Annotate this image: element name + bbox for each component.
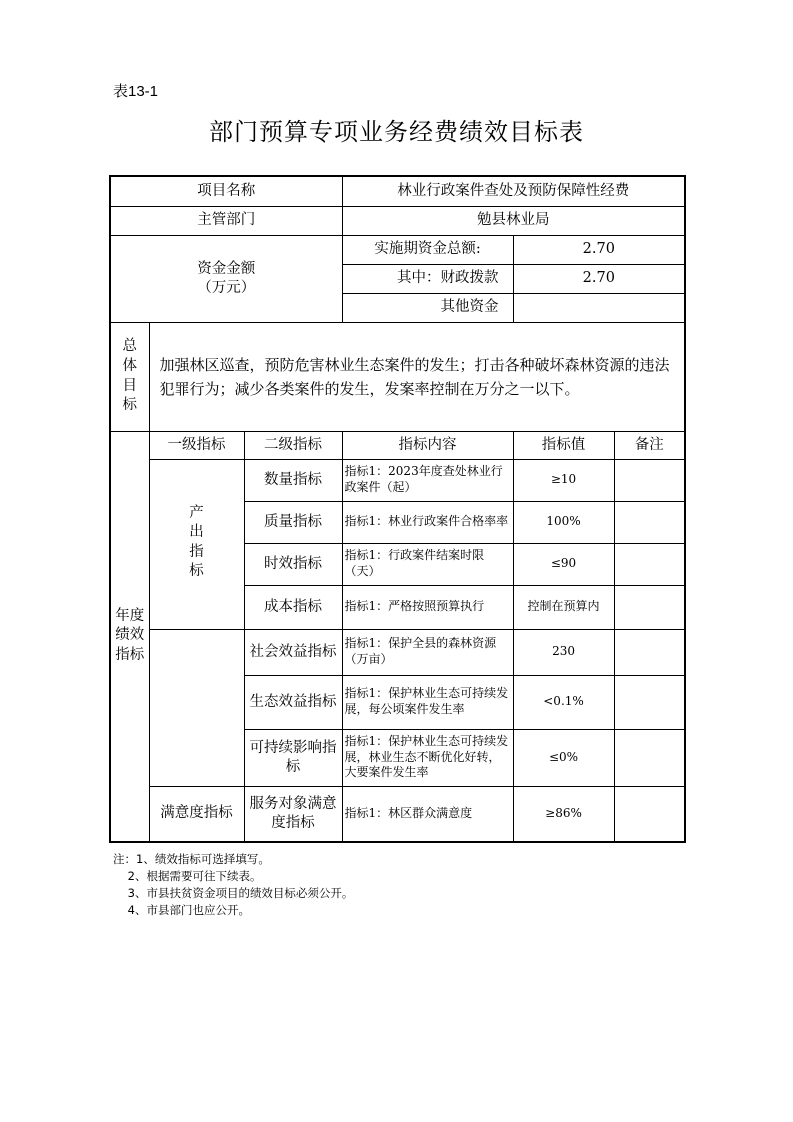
content-cell: 指标1：严格按照预算执行	[342, 585, 513, 629]
value-cell: ≥10	[513, 459, 614, 501]
note-line: 4、市县部门也应公开。	[113, 903, 250, 917]
overall-goal-label	[110, 322, 149, 431]
fiscal-funds-value: 2.70	[513, 264, 685, 293]
header-level2: 二级指标	[244, 431, 342, 459]
header-level1: 一级指标	[149, 431, 244, 459]
content-cell: 指标1：保护全县的森林资源（万亩）	[342, 629, 513, 675]
content-cell: 指标1：林区群众满意度	[342, 786, 513, 842]
page-title: 部门预算专项业务经费绩效目标表	[209, 118, 584, 146]
table-code: 表13-1	[113, 83, 159, 100]
project-name-label: 项目名称	[110, 176, 342, 206]
content-cell: 指标1：林业行政案件合格率率	[342, 501, 513, 543]
total-funds-value: 2.70	[513, 235, 685, 264]
funds-label	[110, 235, 342, 322]
level2-cell: 成本指标	[244, 585, 342, 629]
overall-label-char: 目	[122, 377, 137, 394]
other-funds-label: 其他资金	[342, 293, 513, 322]
satisfaction-indicator-label: 满意度指标	[149, 786, 244, 842]
department-value: 勉县林业局	[342, 206, 685, 235]
note-line: 2、根据需要可往下续表。	[113, 869, 262, 883]
level2-cell: 可持续影响指标	[244, 729, 342, 786]
department-label: 主管部门	[110, 206, 342, 235]
overall-label-char: 体	[122, 357, 137, 374]
content-cell: 指标1：保护林业生态可持续发展，每公顷案件发生率	[342, 675, 513, 729]
value-cell: 100%	[513, 501, 614, 543]
overall-goal-text: 加强林区巡查，预防危害林业生态案件的发生；打击各种破坏森林资源的违法犯罪行为；减少各类案件的发生，发案率控制在万分之一以下。	[149, 322, 685, 431]
output-indicator-label	[149, 459, 244, 629]
remark-cell	[614, 675, 685, 729]
note-line: 注：1、绩效指标可选择填写。	[113, 852, 270, 866]
output-label-char: 指	[189, 543, 204, 560]
overall-label-char: 标	[122, 397, 137, 414]
content-cell: 指标1：2023年度查处林业行政案件（起）	[342, 459, 513, 501]
overall-label-char: 总	[122, 338, 137, 355]
remark-cell	[614, 629, 685, 675]
effect-indicator-label	[149, 629, 244, 786]
value-cell: <0.1%	[513, 675, 614, 729]
header-remark: 备注	[614, 431, 685, 459]
level2-cell: 社会效益指标	[244, 629, 342, 675]
project-name-value: 林业行政案件查处及预防保障性经费	[342, 176, 685, 206]
note-line: 3、市县扶贫资金项目的绩效目标必须公开。	[113, 886, 354, 900]
level2-cell: 时效指标	[244, 543, 342, 585]
header-content: 指标内容	[342, 431, 513, 459]
output-label-char: 出	[189, 524, 204, 541]
remark-cell	[614, 543, 685, 585]
remark-cell	[614, 501, 685, 543]
content-cell: 指标1：行政案件结案时限（天）	[342, 543, 513, 585]
header-value: 指标值	[513, 431, 614, 459]
funds-label-line1: 资金金额	[197, 260, 256, 277]
notes	[113, 851, 353, 919]
value-cell: ≤0%	[513, 729, 614, 786]
annual-label-part: 指标	[115, 647, 145, 664]
level2-cell: 生态效益指标	[244, 675, 342, 729]
level2-cell: 服务对象满意度指标	[244, 786, 342, 842]
output-label-char: 标	[189, 563, 204, 580]
total-funds-label: 实施期资金总额:	[342, 235, 513, 264]
content-cell: 指标1：保护林业生态可持续发展，林业生态不断优化好转，大要案件发生率	[342, 729, 513, 786]
level2-cell: 数量指标	[244, 459, 342, 501]
annual-label-part: 绩效	[115, 627, 145, 644]
performance-table	[109, 175, 686, 843]
value-cell: 230	[513, 629, 614, 675]
funds-label-line2: （万元）	[197, 279, 256, 296]
value-cell: ≥86%	[513, 786, 614, 842]
remark-cell	[614, 729, 685, 786]
remark-cell	[614, 786, 685, 842]
level2-cell: 质量指标	[244, 501, 342, 543]
fiscal-funds-label: 其中：财政拨款	[342, 264, 513, 293]
other-funds-value	[513, 293, 685, 322]
remark-cell	[614, 585, 685, 629]
annual-indicators-label	[110, 431, 149, 842]
value-cell: ≤90	[513, 543, 614, 585]
remark-cell	[614, 459, 685, 501]
value-cell: 控制在预算内	[513, 585, 614, 629]
output-label-char: 产	[189, 504, 204, 521]
annual-label-part: 年度	[115, 607, 145, 624]
